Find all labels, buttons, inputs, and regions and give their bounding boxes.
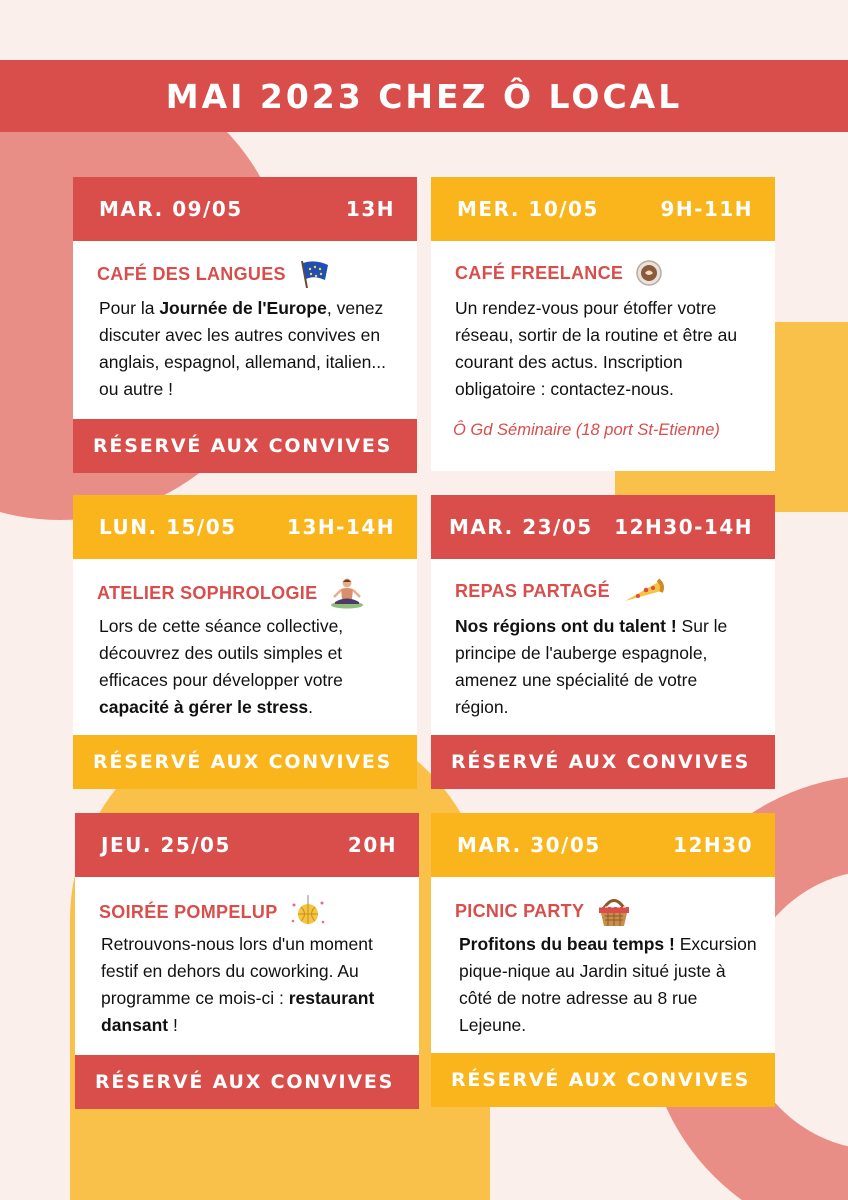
event-description [459, 931, 759, 1039]
reserved-footer: RÉSERVÉ AUX CONVIVES [431, 1053, 775, 1107]
coffee-cup-icon [635, 259, 663, 287]
event-name-row [455, 577, 664, 605]
reserved-footer: RÉSERVÉ AUX CONVIVES [431, 735, 775, 789]
event-card-6 [431, 813, 775, 1107]
event-description [99, 613, 399, 721]
event-date: MAR. 23/05 [449, 515, 593, 539]
description-bold-text: Nos régions ont du talent ! [455, 616, 677, 636]
event-card-5 [75, 813, 419, 1109]
event-header [431, 495, 775, 559]
event-header [431, 813, 775, 877]
description-text: Sur le principe de l'auberge espagnole, amenez une spécialité de votre région. [455, 616, 728, 717]
event-name: PICNIC PARTY [455, 900, 585, 921]
event-name: CAFÉ DES LANGUES [97, 263, 286, 284]
event-name-row [97, 577, 365, 609]
disco-ball-icon [290, 895, 326, 929]
description-bold-text: Profitons du beau temps ! [459, 934, 675, 954]
event-card-4 [431, 495, 775, 789]
page-title: MAI 2023 CHEZ Ô LOCAL [165, 76, 683, 116]
description-text: Lors de cette séance collective, découvrez des outils simples et efficaces pour développer votre [99, 616, 344, 690]
event-name: CAFÉ FREELANCE [455, 262, 624, 283]
event-header [73, 495, 417, 559]
event-name: SOIRÉE POMPELUP [99, 901, 278, 922]
description-text: Retrouvons-nous lors d'un moment festif en dehors du coworking. Au programme ce mois-ci : [101, 934, 373, 1008]
event-time: 20H [347, 833, 397, 857]
event-date: MAR. 30/05 [457, 833, 601, 857]
event-description [101, 931, 401, 1039]
reserved-footer: RÉSERVÉ AUX CONVIVES [73, 419, 417, 473]
event-date: JEU. 25/05 [101, 833, 231, 857]
description-text: Excursion pique-nique au Jardin situé juste à côté de notre adresse au 8 rue Lejeune. [459, 934, 757, 1035]
pizza-slice-icon [622, 577, 664, 605]
event-header [431, 177, 775, 241]
event-card-3 [73, 495, 417, 789]
event-time: 13H [345, 197, 395, 221]
reserved-footer: RÉSERVÉ AUX CONVIVES [75, 1055, 419, 1109]
event-time: 13H-14H [287, 515, 395, 539]
meditation-icon [329, 577, 365, 609]
event-name: ATELIER SOPHROLOGIE [97, 582, 318, 603]
description-bold-text: restaurant dansant [101, 988, 375, 1035]
picnic-basket-icon [596, 895, 632, 927]
event-description [455, 295, 755, 403]
event-name-row [97, 259, 332, 289]
description-text: . [308, 697, 314, 717]
description-bold-text: Journée de l'Europe [159, 298, 327, 318]
description-text: Un rendez-vous pour étoffer votre réseau, sortir de la routine et être au courant des actus. Inscription obligatoire : contactez-nous. [455, 298, 738, 399]
title-bar [0, 60, 848, 132]
description-bold-text: capacité à gérer le stress [99, 697, 309, 717]
event-name-row [455, 259, 663, 287]
event-name-row [455, 895, 632, 927]
event-date: MER. 10/05 [457, 197, 599, 221]
event-description [99, 295, 399, 403]
event-time: 12H30 [673, 833, 753, 857]
event-date: LUN. 15/05 [99, 515, 237, 539]
reserved-footer: RÉSERVÉ AUX CONVIVES [73, 735, 417, 789]
event-header [75, 813, 419, 877]
event-card-2 [431, 177, 775, 471]
description-text: ! [168, 1015, 178, 1035]
event-description [455, 613, 755, 721]
event-time: 9H-11H [660, 197, 753, 221]
event-time: 12H30-14H [614, 515, 753, 539]
event-location: Ô Gd Séminaire (18 port St-Etienne) [453, 421, 720, 439]
event-card-1 [73, 177, 417, 473]
event-name: REPAS PARTAGÉ [455, 580, 610, 601]
eu-flag-icon [298, 259, 332, 289]
description-text: , venez discuter avec les autres convives en anglais, espagnol, allemand, italien... ou autre ! [99, 298, 386, 399]
event-header [73, 177, 417, 241]
description-text: Pour la [99, 298, 160, 318]
event-name-row [99, 895, 326, 929]
event-date: MAR. 09/05 [99, 197, 243, 221]
